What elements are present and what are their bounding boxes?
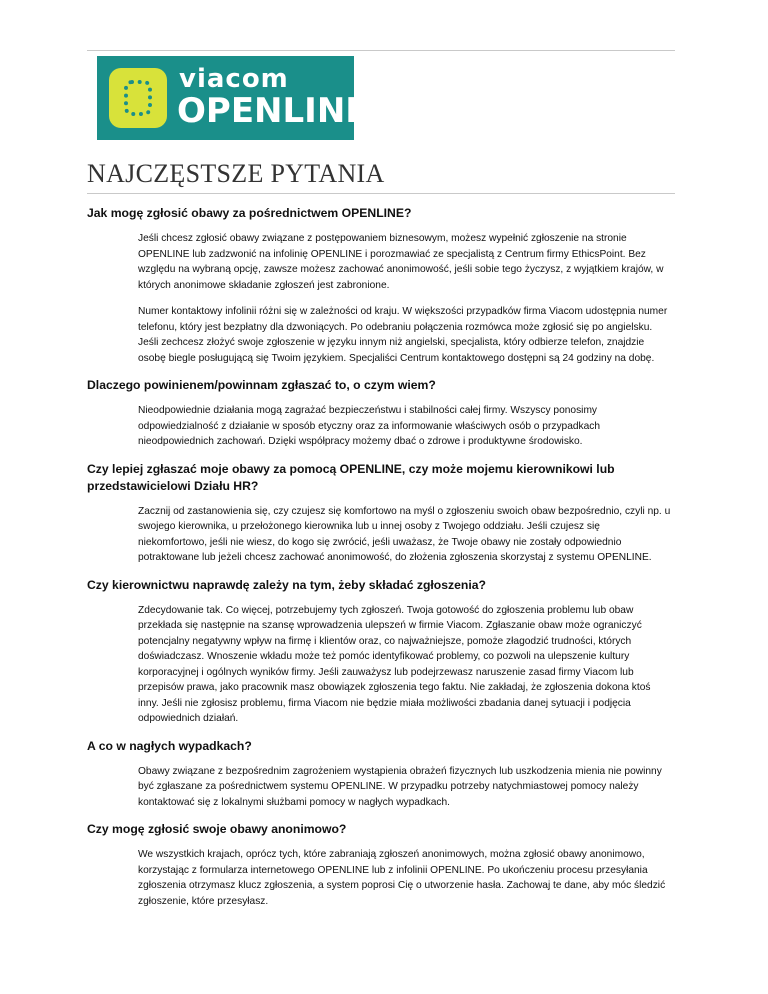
faq-question: Dlaczego powinienem/powinnam zgłaszać to, o czym wiem?	[87, 378, 436, 392]
faq-answer	[138, 764, 671, 811]
faq-answer	[138, 231, 671, 366]
faq-question: Czy lepiej zgłaszać moje obawy za pomocą OPENLINE, czy może mojemu kierownikowi lub przedstawicielowi Działu HR?	[87, 461, 615, 493]
viacom-openline-logo	[97, 56, 369, 140]
faq-answer-paragraph: Numer kontaktowy infolinii różni się w zależności od kraju. W większości przypadków firma Viacom udostępnia numer telefonu, który jest bezpłatny dla dzwoniących. Po odebraniu połączenia rozmówca może zgłosić się po angielsku. Jeśli zechcesz złożyć swoje zgłoszenie w języku innym niż angielski, specjalista, który odbierze telefon, znajdzie osobę biegle posługującą się Twoim językiem. Specjaliści Centrum kontaktowego dostępni są 24 godziny na dobę.	[138, 306, 668, 364]
faq-answer-paragraph: We wszystkich krajach, oprócz tych, które zabraniają zgłoszeń anonimowych, można zgłosić obawy anonimowo, korzystając z formularza internetowego OPENLINE lub z infolinii OPENLINE. Po ukończeniu procesu przesyłania zgłoszenia otrzymasz klucz zgłoszenia, a system poprosi Cię o utworzenie hasła. Zachowaj te dane, aby móc śledzić zgłoszenie, które przesyłasz.	[138, 849, 666, 907]
faq-item	[87, 738, 677, 811]
page-title: NAJCZĘSTSZE PYTANIA	[87, 159, 385, 188]
faq-answer	[138, 603, 671, 727]
title-divider	[87, 193, 675, 194]
faq-answer-paragraph: Zdecydowanie tak. Co więcej, potrzebujemy tych zgłoszeń. Twoja gotowość do zgłoszenia problemu lub obaw przekłada się następnie na szansę wprowadzenia ulepszeń w firmie Viacom. Zgłaszanie obaw może ograniczyć potencjalny negatywny wpływ na firmę i klientów oraz, co najważniejsze, pomoże złagodzić trudności, których doświadczasz. Wnoszenie wkładu może też pomóc identyfikować problemy, co pozwoli na ulepszenie kultury korporacyjnej i ogólnych wyników firmy. Jeśli zauważysz lub podejrzewasz naruszenie zasad firmy Viacom lub przepisów prawa, jako pracownik masz obowiązek zgłoszenia tego faktu. Nie zakładaj, że zgłoszenia dokona ktoś inny. Jeśli nie zgłosisz problemu, firma Viacom nie będzie miała możliwości zbadania danej sytuacji i podjęcia odpowiednich działań.	[138, 604, 651, 724]
top-divider	[87, 50, 675, 51]
faq-answer-paragraph: Obawy związane z bezpośrednim zagrożeniem wystąpienia obrażeń fizycznych lub uszkodzenia mienia nie powinny być zgłaszane za pośrednictwem systemu OPENLINE. W przypadku potrzeby natychmiastowej pomocy należy kontaktować się z lokalnymi służbami pomocy w nagłych wypadkach.	[138, 765, 662, 808]
faq-answer-paragraph: Zacznij od zastanowienia się, czy czujesz się komfortowo na myśl o zgłoszeniu swoich obaw bezpośrednio, czyli np. u swojego kierownika, u przełożonego kierownika lub u innej osoby z Twojego oddziału. Jeśli czujesz się niekomfortowo, jeśli nie wiesz, do kogo się zwrócić, jeśli uważasz, że Twoje obawy nie zostały odpowiednio potraktowane lub jeżeli chcesz zachować anonimowość, do złożenia zgłoszenia skorzystaj z systemu OPENLINE.	[138, 505, 671, 563]
faq-question: Czy mogę zgłosić swoje obawy anonimowo?	[87, 822, 347, 836]
faq-answer-paragraph: Jeśli chcesz zgłosić obawy związane z postępowaniem biznesowym, możesz wypełnić zgłoszenie na stronie OPENLINE lub zadzwonić na infolinię OPENLINE i porozmawiać ze specjalistą z Centrum firmy EthicsPoint. Bez względu na wybraną opcję, zawsze możesz zachować anonimowość, jeśli sobie tego życzysz, z wyjątkiem krajów, w których anonimowe składanie zgłoszeń jest zabronione.	[138, 233, 664, 291]
faq-answer	[138, 504, 671, 566]
faq-answer	[138, 847, 671, 909]
faq-item	[87, 577, 677, 727]
faq-answer-paragraph: Nieodpowiednie działania mogą zagrażać bezpieczeństwu i stabilności całej firmy. Wszyscy ponosimy odpowiedzialność z działanie w sposób etyczny oraz za informowanie właściwych osób o przypadkach nieodpowiednich zachowań. Dzięki współpracy możemy dbać o zdrowe i produktywne środowisko.	[138, 405, 601, 447]
openline-logo-mark-icon	[109, 68, 167, 128]
faq-list	[87, 205, 677, 920]
faq-item	[87, 377, 677, 450]
faq-item	[87, 821, 677, 909]
faq-question: A co w nagłych wypadkach?	[87, 738, 252, 753]
faq-question: Jak mogę zgłosić obawy za pośrednictwem OPENLINE?	[87, 206, 412, 220]
faq-question: Czy kierownictwu naprawdę zależy na tym, żeby składać zgłoszenia?	[87, 577, 486, 592]
logo-product: OPENLINE	[177, 91, 369, 131]
faq-answer	[138, 403, 671, 450]
faq-item	[87, 205, 677, 366]
faq-item	[87, 461, 677, 566]
logo-brand: viacom	[179, 64, 289, 94]
